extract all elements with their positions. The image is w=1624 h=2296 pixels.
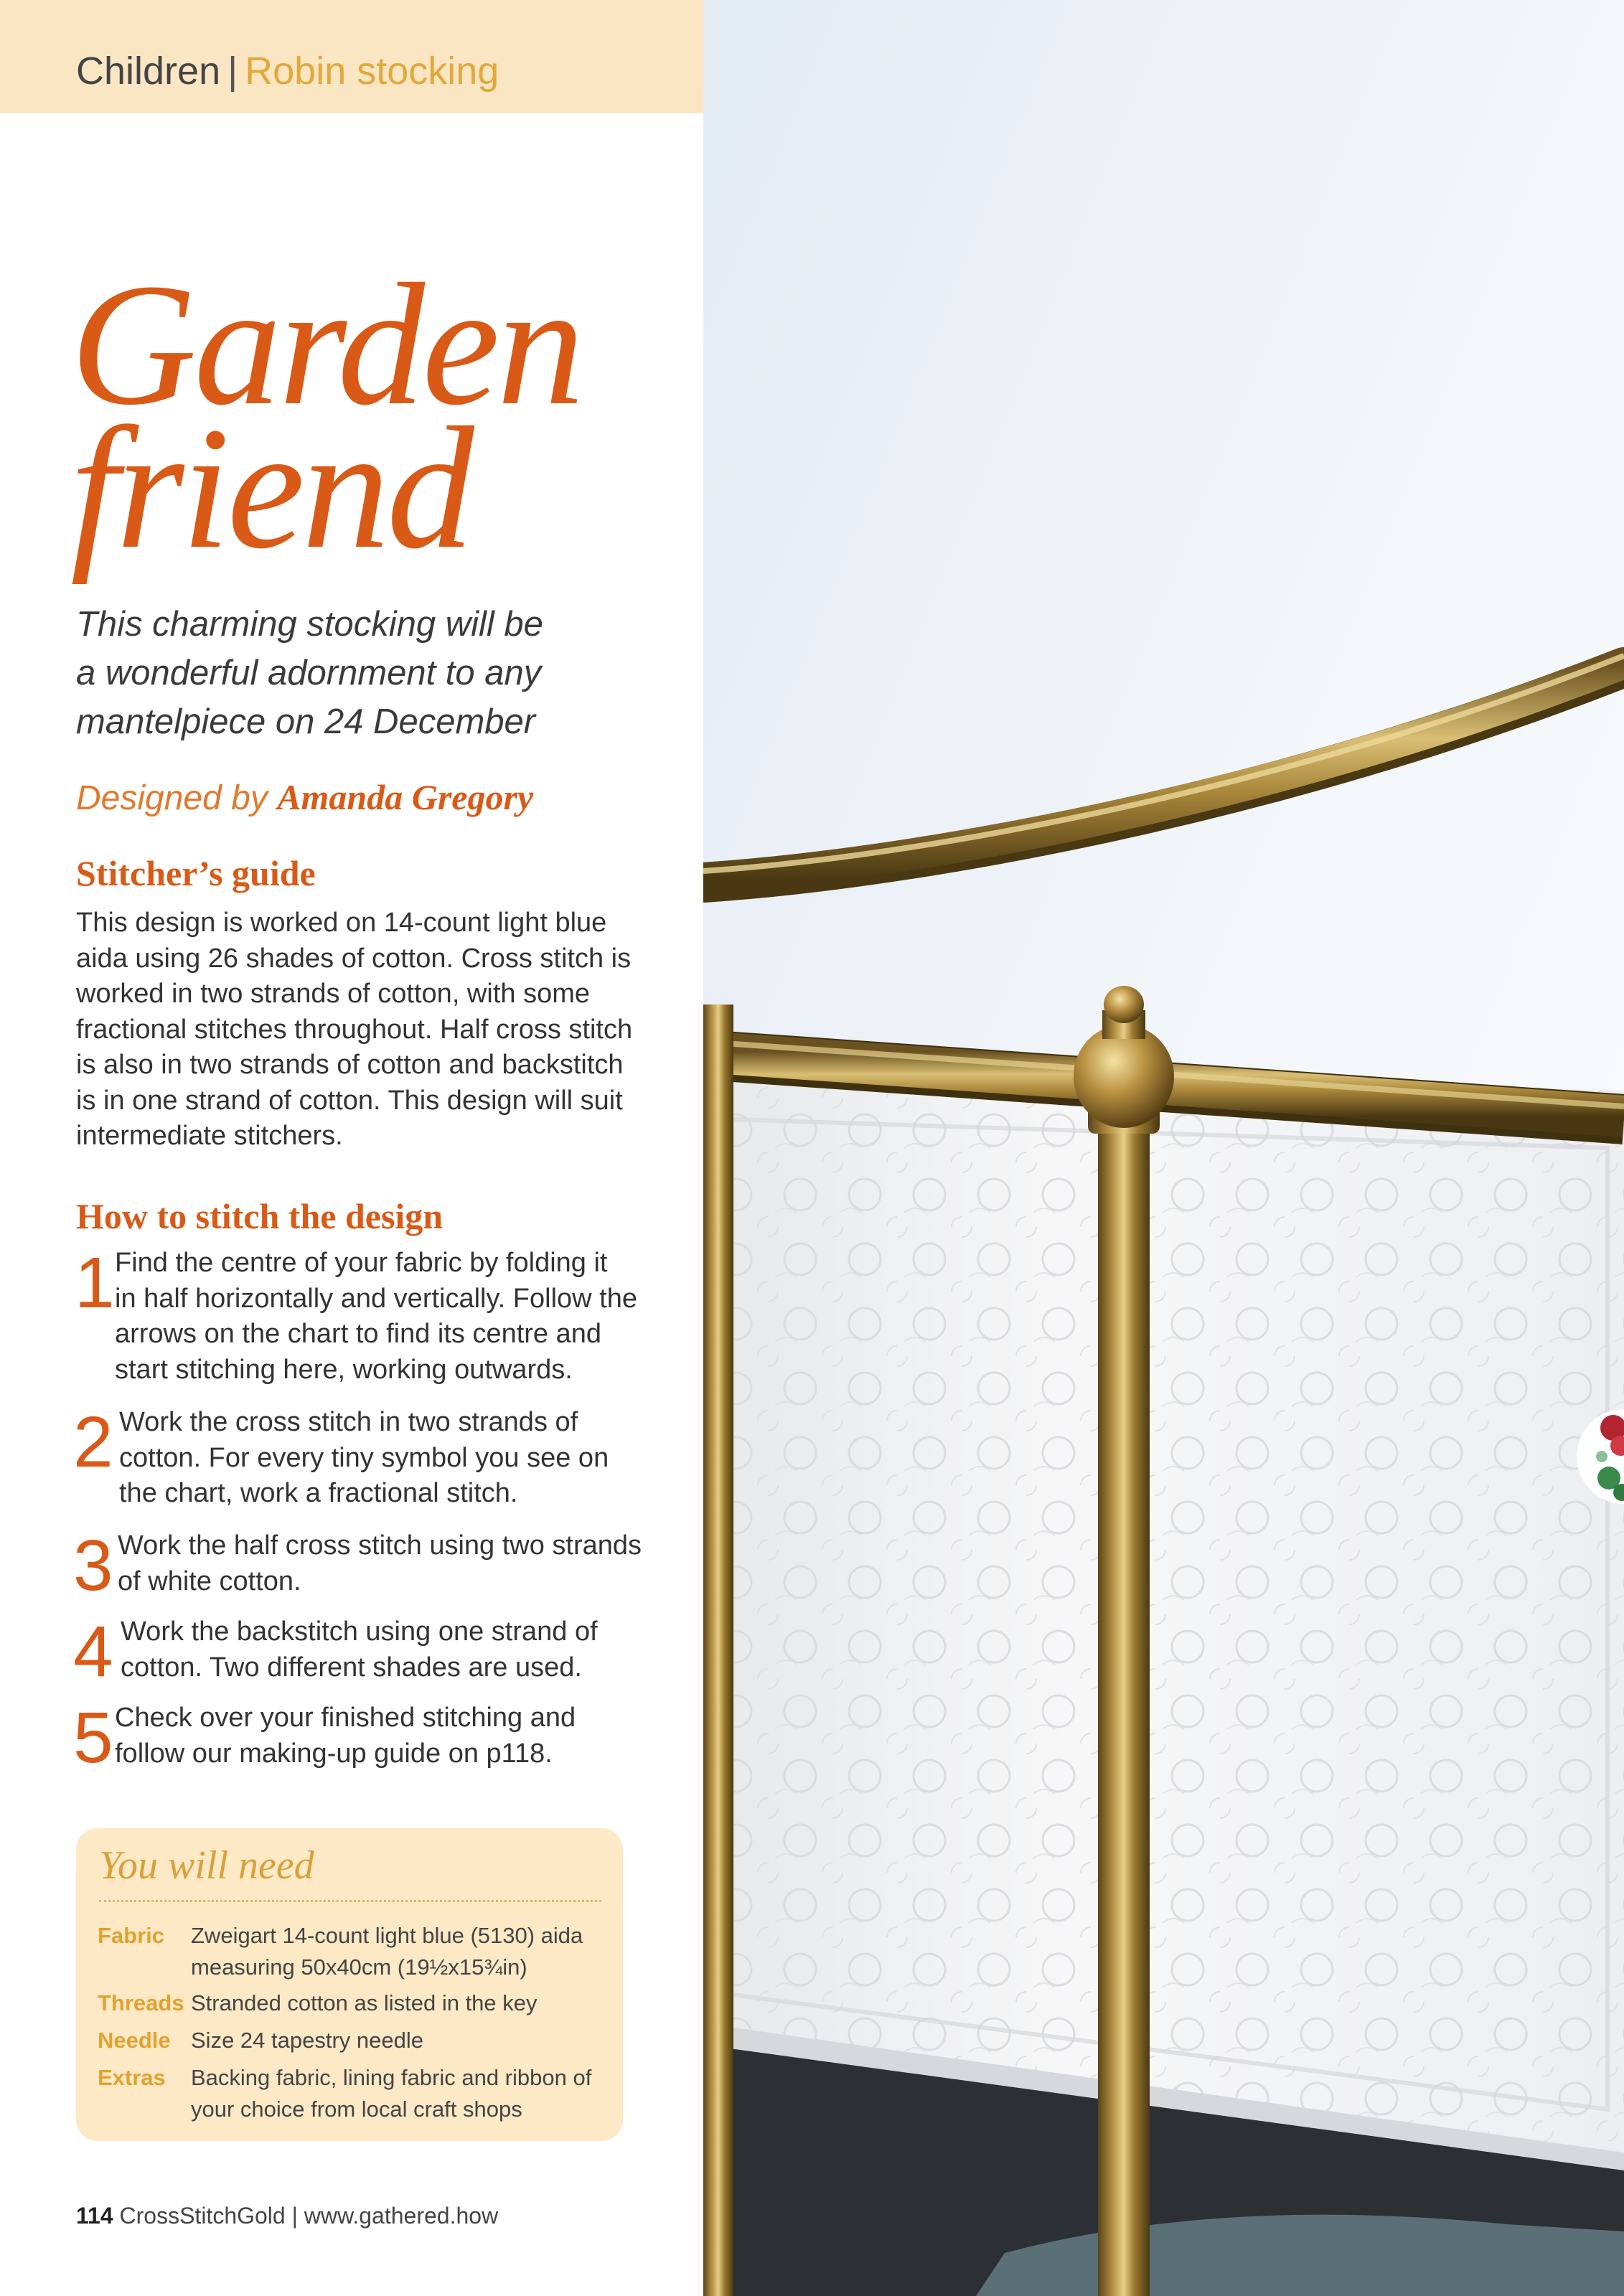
breadcrumb-separator: |: [227, 50, 238, 93]
guide-line: is also in two strands of cotton and backstitch: [76, 1050, 624, 1080]
brass-bed-photo: [703, 0, 1624, 2296]
need-value-line: Size 24 tapestry needle: [191, 2028, 423, 2053]
steps-list: [0, 1243, 703, 1791]
step-line: Check over your finished stitching and: [115, 1703, 576, 1733]
step-line: start stitching here, working outwards.: [115, 1354, 573, 1385]
stitchers-guide-body: [76, 905, 650, 1154]
stitchers-guide-heading: Stitcher’s guide: [76, 853, 316, 893]
need-value-line: Stranded cotton as listed in the key: [191, 1990, 538, 2015]
step-text: [115, 1246, 637, 1388]
step-number: 2: [73, 1402, 113, 1482]
standfirst: [76, 600, 636, 746]
guide-line: fractional stitches throughout. Half cross stitch: [76, 1014, 633, 1045]
step-text: [115, 1700, 576, 1772]
title-line-2: friend: [70, 391, 471, 585]
title-line-1: Garden: [70, 248, 582, 441]
need-value: [191, 1920, 583, 1983]
dotted-divider: [99, 1900, 601, 1902]
designer-name: Amanda Gregory: [277, 777, 534, 817]
how-to-heading: How to stitch the design: [76, 1196, 443, 1236]
byline-prefix: Designed by: [76, 779, 268, 817]
article-text-column: [0, 0, 703, 2296]
step-text: [119, 1405, 609, 1512]
need-label: Fabric: [98, 1923, 165, 1948]
need-value: [191, 1987, 538, 2019]
step-line: in half horizontally and vertically. Follow the: [115, 1283, 637, 1314]
step-number: 5: [73, 1698, 113, 1778]
magazine-name: CrossStitchGold: [119, 2203, 286, 2229]
step-line: the chart, work a fractional stitch.: [119, 1478, 518, 1508]
page-number: 114: [76, 2203, 113, 2229]
step-line: of white cotton.: [118, 1566, 301, 1596]
guide-line: aida using 26 shades of cotton. Cross stitch is: [76, 943, 632, 974]
step-line: cotton. Two different shades are used.: [121, 1652, 582, 1683]
need-value-line: measuring 50x40cm (19½x15¾in): [191, 1954, 527, 1980]
article-title: [70, 248, 582, 585]
breadcrumb-section: Children: [76, 50, 221, 93]
footer-separator: |: [291, 2203, 298, 2229]
step-line: Work the half cross stitch using two strands: [118, 1530, 642, 1561]
guide-line: intermediate stitchers.: [76, 1121, 343, 1151]
need-value-line: your choice from local craft shops: [191, 2097, 522, 2122]
breadcrumb-topic: Robin stocking: [245, 50, 499, 93]
you-will-need-heading: You will need: [99, 1843, 314, 1888]
need-value-line: Backing fabric, lining fabric and ribbon of: [191, 2065, 592, 2090]
step-line: Work the cross stitch in two strands of: [119, 1407, 578, 1437]
byline: [76, 776, 533, 818]
guide-line: is in one strand of cotton. This design will suit: [76, 1085, 623, 1116]
page-footer: [76, 2203, 498, 2229]
standfirst-line: This charming stocking will be: [76, 605, 543, 644]
header-band: [0, 0, 703, 113]
step-text: [118, 1528, 642, 1599]
step-line: cotton. For every tiny symbol you see on: [119, 1442, 609, 1473]
standfirst-line: mantelpiece on 24 December: [76, 702, 536, 741]
step-text: [121, 1614, 598, 1685]
need-value: [191, 2025, 423, 2056]
step-number: 4: [73, 1612, 113, 1692]
standfirst-line: a wonderful adornment to any: [76, 654, 542, 692]
step-line: Work the backstitch using one strand of: [121, 1617, 598, 1647]
step-line: follow our making-up guide on p118.: [115, 1738, 553, 1769]
step-line: arrows on the chart to find its centre and: [115, 1319, 602, 1349]
need-label: Needle: [98, 2028, 171, 2053]
guide-line: This design is worked on 14-count light blue: [76, 908, 607, 938]
guide-line: worked in two strands of cotton, with some: [76, 979, 590, 1009]
step-line: Find the centre of your fabric by folding it: [115, 1248, 608, 1278]
need-label: Threads: [98, 1990, 184, 2015]
need-value: [191, 2062, 591, 2125]
step-number: 3: [73, 1525, 113, 1606]
need-value-line: Zweigart 14-count light blue (5130) aida: [191, 1923, 583, 1948]
footer-url: www.gathered.how: [304, 2203, 499, 2229]
you-will-need-box: [76, 1828, 623, 2141]
breadcrumb: [76, 50, 499, 93]
step-number: 1: [75, 1243, 115, 1323]
need-label: Extras: [98, 2065, 166, 2090]
